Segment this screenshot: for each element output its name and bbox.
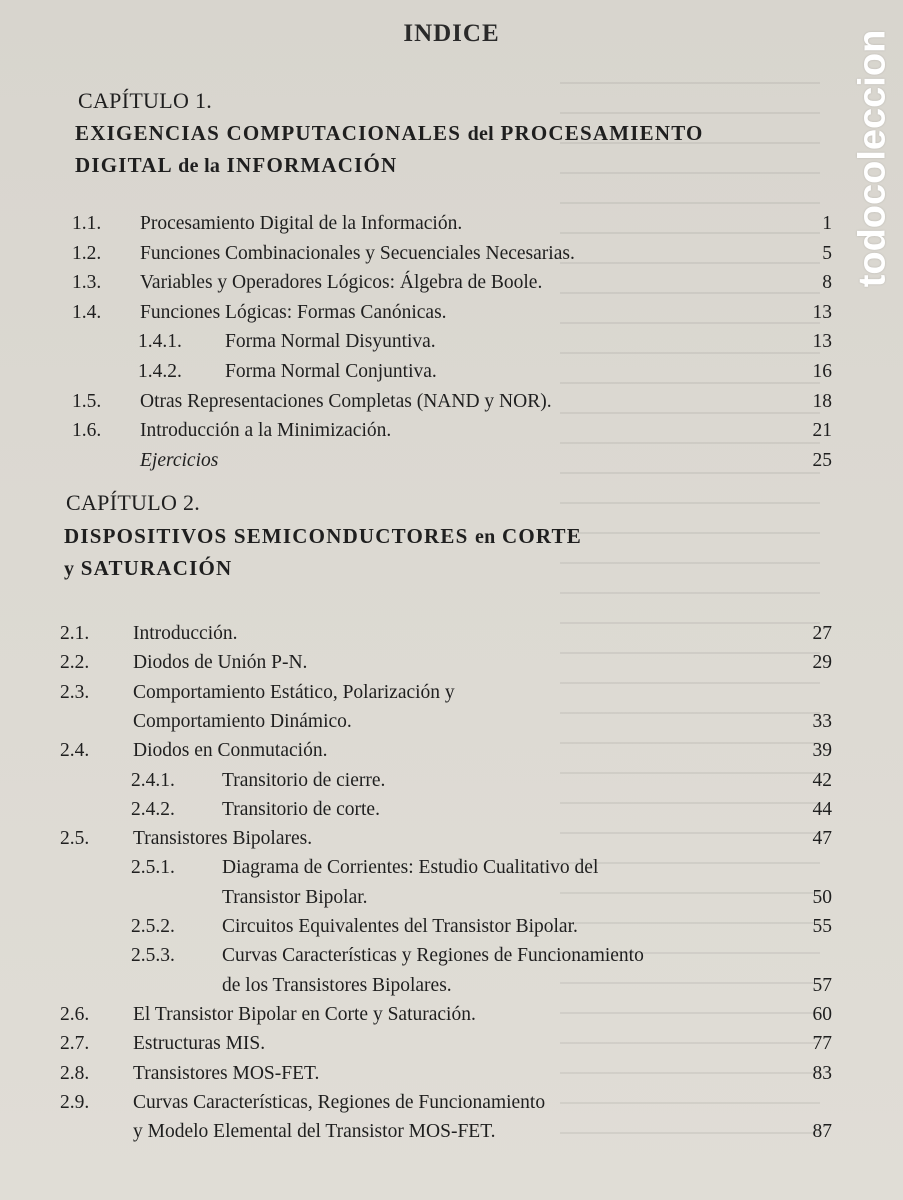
toc-entry [0, 240, 903, 268]
toc-entry [0, 1060, 903, 1088]
toc-entry [0, 854, 903, 882]
toc-entry-page: 33 [812, 710, 832, 732]
toc-entry-page: 29 [812, 652, 832, 674]
toc-entry-number: 1.5. [72, 390, 102, 412]
toc-entry-number: 2.5.1. [131, 857, 175, 879]
toc-entry [0, 884, 903, 912]
toc-entry-title: Comportamiento Estático, Polarización y [133, 681, 455, 703]
toc-entry [0, 649, 903, 677]
toc-entry [0, 358, 903, 386]
toc-entry [0, 388, 903, 416]
toc-entry-title: Transistores MOS-FET. [133, 1062, 320, 1084]
toc-entry-page: 83 [812, 1062, 832, 1084]
toc-entry-number: 2.4.2. [131, 798, 175, 820]
toc-entry-number: 2.1. [60, 623, 90, 644]
toc-entry-title: Estructuras MIS. [133, 1033, 266, 1055]
toc-entry [0, 417, 903, 445]
toc-entry [0, 825, 903, 853]
toc-entry-title: Introducción a la Minimización. [140, 420, 392, 442]
toc-entry-number: 2.4. [60, 740, 90, 762]
toc-entry [0, 299, 903, 327]
toc-entry-page: 87 [812, 1121, 832, 1143]
toc-entry-page: 5 [822, 242, 832, 264]
toc-entry-title: Forma Normal Conjuntiva. [225, 361, 437, 382]
toc-entry-number: 1.1. [72, 213, 102, 234]
toc-entry-number: 2.2. [60, 652, 90, 674]
toc-entry [0, 796, 903, 824]
toc-entry-page: 60 [812, 1003, 832, 1025]
toc-entry [0, 708, 903, 736]
toc-entry-title: Funciones Combinacionales y Secuenciales Necesarias. [140, 242, 575, 264]
toc-entry-number: 1.2. [72, 242, 102, 264]
toc-entry-number: 2.6. [60, 1003, 90, 1025]
chapter-2-title [64, 521, 582, 585]
toc-entry-page: 13 [812, 301, 832, 323]
toc-entry [0, 1089, 903, 1117]
toc-entry-title: Transitorio de cierre. [222, 769, 386, 791]
toc-entry [0, 1001, 903, 1029]
toc-entry [0, 328, 903, 356]
toc-entry-number: 1.4.1. [138, 331, 182, 353]
toc-entry-page: 16 [812, 361, 832, 382]
toc-entry-page: 8 [822, 272, 832, 294]
page-title: INDICE [403, 20, 500, 47]
chapter-2-title-line-1: DISPOSITIVOS SEMICONDUCTORES en CORTE [64, 524, 582, 548]
toc-entry-page: 1 [822, 213, 832, 234]
toc-entry-number: 2.8. [60, 1062, 90, 1084]
toc-entry-number: 1.4. [72, 301, 102, 323]
toc-entry-title: y Modelo Elemental del Transistor MOS-FET. [133, 1121, 496, 1143]
toc-entry-page: 50 [812, 886, 832, 908]
toc-entry-title: Transitorio de corte. [222, 798, 380, 820]
toc-entry-title: Ejercicios [140, 449, 219, 471]
toc-entry-page: 42 [812, 769, 832, 791]
toc-entry [0, 972, 903, 1000]
toc-entry-number: 2.7. [60, 1033, 90, 1055]
chapter-2-title-line-2: y SATURACIÓN [64, 556, 233, 580]
toc-entry [0, 210, 903, 238]
toc-entry-number: 2.5.2. [131, 916, 175, 937]
chapter-1-title-line-1: EXIGENCIAS COMPUTACIONALES del PROCESAMIENTO [75, 121, 704, 145]
toc-entry-title: Diodos en Conmutación. [133, 740, 328, 762]
toc-entry-page: 77 [812, 1033, 832, 1055]
toc-entry-page: 47 [812, 828, 832, 850]
toc-entry-page: 44 [812, 798, 832, 820]
toc-entry-title: Circuitos Equivalentes del Transistor Bipolar. [222, 916, 578, 937]
toc-entry-number: 2.4.1. [131, 769, 175, 791]
chapter-1-label: CAPÍTULO 1. [78, 88, 213, 113]
toc-entry-page: 55 [812, 916, 832, 937]
chapter-2-label: CAPÍTULO 2. [66, 490, 201, 515]
toc-entry-number: 2.5. [60, 828, 90, 850]
chapter-1-title-line-2: DIGITAL de la INFORMACIÓN [75, 153, 398, 177]
toc-entry-title: Diodos de Unión P-N. [133, 652, 308, 674]
toc-entry-title: Transistor Bipolar. [222, 886, 368, 908]
toc-entry-title: Forma Normal Disyuntiva. [225, 331, 436, 353]
toc-entry-number: 1.6. [72, 420, 102, 442]
toc-entry-page: 21 [812, 420, 832, 442]
toc-entry-number: 2.5.3. [131, 945, 175, 967]
toc-entry-title: Variables y Operadores Lógicos: Álgebra de Boole. [140, 272, 543, 294]
toc-entry [0, 1030, 903, 1058]
toc-entry [0, 269, 903, 297]
toc-entry-title: Transistores Bipolares. [133, 828, 313, 850]
toc-entry-page: 57 [812, 974, 832, 996]
toc-entry-number: 1.4.2. [138, 361, 182, 382]
toc-entry [0, 1118, 903, 1146]
toc-entry-title: Curvas Características y Regiones de Funcionamiento [222, 945, 644, 967]
toc-entry [0, 913, 903, 941]
watermark-text: todocoleccion [851, 29, 894, 287]
toc-entry-page: 39 [812, 740, 832, 762]
toc-entry-page: 13 [812, 331, 832, 353]
toc-entry-number: 2.3. [60, 681, 90, 703]
toc-entry-page: 18 [812, 390, 832, 412]
toc-entry-number: 1.3. [72, 272, 102, 294]
toc-entry-title: Comportamiento Dinámico. [133, 710, 352, 732]
toc-entry [0, 737, 903, 765]
toc-entry-title: de los Transistores Bipolares. [222, 974, 452, 996]
toc-entry [0, 767, 903, 795]
toc-entry [0, 620, 903, 648]
toc-entry-number: 2.9. [60, 1091, 90, 1113]
toc-entry-title: Diagrama de Corrientes: Estudio Cualitativo del [222, 857, 599, 879]
toc-entry-page: 25 [812, 449, 832, 471]
toc-entry [0, 447, 903, 475]
toc-entry-title: Introducción. [133, 623, 238, 644]
toc-entry-title: Funciones Lógicas: Formas Canónicas. [140, 301, 447, 323]
chapter-1-title [75, 118, 704, 182]
toc-entry-title: Curvas Características, Regiones de Funcionamiento [133, 1091, 546, 1113]
toc-entry-page: 27 [812, 623, 832, 644]
toc-entry [0, 679, 903, 707]
toc-entry-title: El Transistor Bipolar en Corte y Saturación. [133, 1003, 476, 1025]
toc-entry-title: Otras Representaciones Completas (NAND y NOR). [140, 390, 552, 412]
toc-entry-title: Procesamiento Digital de la Información. [140, 213, 463, 234]
toc-entry [0, 942, 903, 970]
